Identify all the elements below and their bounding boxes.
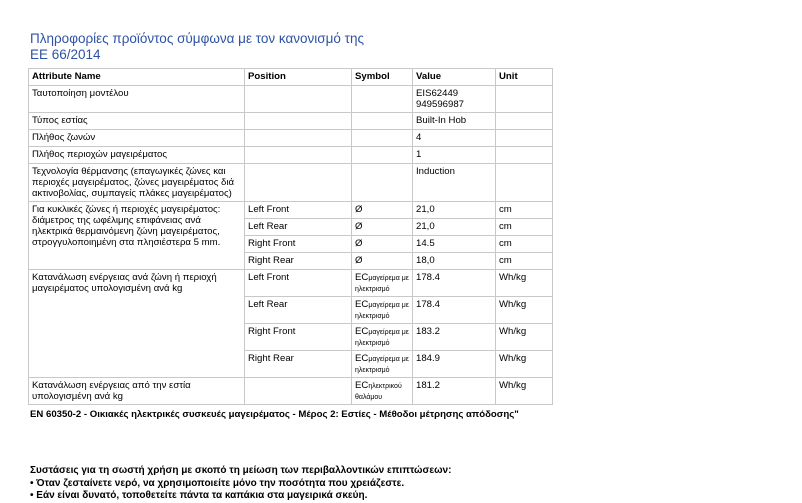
attribute-cell: Πλήθος ζωνών [29, 130, 245, 147]
attribute-cell: Ταυτοποίηση μοντέλου [29, 86, 245, 113]
table-row [29, 86, 553, 113]
table-row [29, 164, 553, 202]
attribute-cell: Τεχνολογία θέρμανσης (επαγωγικές ζώνες και περιοχές μαγειρέματος, ζώνες μαγειρέματος διά ακτινοβολίας, συμπαγείς πλάκες μαγειρέματος) [29, 164, 245, 202]
value-cell: 21,0 [413, 202, 496, 219]
product-info-table [28, 68, 553, 405]
unit-cell: cm [496, 202, 553, 219]
unit-cell: Wh/kg [496, 351, 553, 378]
title-line-1: Πληροφορίες προϊόντος σύμφωνα με τον κανονισμό της [30, 31, 364, 46]
position-cell: Right Rear [245, 351, 352, 378]
symbol-cell: ECμαγείρεμα με ηλεκτρισμό [352, 270, 413, 297]
header-attribute: Attribute Name [29, 69, 245, 86]
value-cell: 4 [413, 130, 496, 147]
unit-cell: Wh/kg [496, 324, 553, 351]
attribute-cell: Κατανάλωση ενέργειας ανά ζώνη ή περιοχή μαγειρέματος υπολογισμένη ανά kg [29, 270, 245, 378]
position-cell: Left Front [245, 270, 352, 297]
header-unit: Unit [496, 69, 553, 86]
recommendation-item: • Εάν είναι δυνατό, τοποθετείτε πάντα τα καπάκια στα μαγειρικά σκεύη. [30, 490, 368, 501]
unit-cell: Wh/kg [496, 270, 553, 297]
position-cell: Left Front [245, 202, 352, 219]
value-cell: 1 [413, 147, 496, 164]
value-cell: 18,0 [413, 253, 496, 270]
table-row [29, 130, 553, 147]
page-title [30, 31, 450, 63]
header-value: Value [413, 69, 496, 86]
unit-cell: cm [496, 219, 553, 236]
value-cell: 178.4 [413, 270, 496, 297]
value-cell: 183.2 [413, 324, 496, 351]
header-position: Position [245, 69, 352, 86]
attribute-cell: Τύπος εστίας [29, 113, 245, 130]
symbol-cell: ECηλεκτρικού θαλάμου [352, 378, 413, 405]
recommendations [30, 465, 770, 503]
attribute-cell: Πλήθος περιοχών μαγειρέματος [29, 147, 245, 164]
table-row [29, 147, 553, 164]
position-cell: Right Rear [245, 253, 352, 270]
unit-cell: cm [496, 236, 553, 253]
attribute-cell: Για κυκλικές ζώνες ή περιοχές μαγειρέματος: διάμετρος της ωφέλιμης επιφάνειας ανά ηλεκτρικά θερμαινόμενη ζώνη μαγειρέματος, στρογγυλοποιημένη στα πλησιέστερα 5 mm. [29, 202, 245, 270]
unit-cell: cm [496, 253, 553, 270]
table-row [29, 378, 553, 405]
value-cell: 21,0 [413, 219, 496, 236]
symbol-cell: ECμαγείρεμα με ηλεκτρισμό [352, 351, 413, 378]
symbol-cell: Ø [352, 202, 413, 219]
symbol-cell: Ø [352, 219, 413, 236]
table-row [29, 270, 553, 297]
header-symbol: Symbol [352, 69, 413, 86]
value-cell: 184.9 [413, 351, 496, 378]
unit-cell: Wh/kg [496, 378, 553, 405]
table-row [29, 202, 553, 219]
value-cell: EIS62449 949596987 [413, 86, 496, 113]
position-cell: Left Rear [245, 297, 352, 324]
unit-cell: Wh/kg [496, 297, 553, 324]
value-cell: Induction [413, 164, 496, 202]
symbol-cell: ECμαγείρεμα με ηλεκτρισμό [352, 297, 413, 324]
value-cell: 181.2 [413, 378, 496, 405]
symbol-cell: ECμαγείρεμα με ηλεκτρισμό [352, 324, 413, 351]
title-line-2: EE 66/2014 [30, 47, 101, 62]
recommendation-item: • Όταν ζεσταίνετε νερό, να χρησιμοποιείτε μόνο την ποσότητα που χρειάζεστε. [30, 477, 405, 489]
symbol-cell: Ø [352, 253, 413, 270]
value-cell: 178.4 [413, 297, 496, 324]
position-cell: Left Rear [245, 219, 352, 236]
recommendations-heading: Συστάσεις για τη σωστή χρήση με σκοπό τη μείωση των περιβαλλοντικών επιπτώσεων: [30, 465, 452, 476]
header-row [29, 69, 553, 86]
attribute-cell: Κατανάλωση ενέργειας από την εστία υπολογισμένη ανά kg [29, 378, 245, 405]
standard-reference: EN 60350-2 - Οικιακές ηλεκτρικές συσκευές μαγειρέματος - Μέρος 2: Εστίες - Μέθοδοι μέτρησης απόδοσης" [30, 409, 519, 420]
value-cell: Built-In Hob [413, 113, 496, 130]
value-cell: 14.5 [413, 236, 496, 253]
position-cell: Right Front [245, 324, 352, 351]
symbol-cell: Ø [352, 236, 413, 253]
position-cell: Right Front [245, 236, 352, 253]
table-row [29, 113, 553, 130]
